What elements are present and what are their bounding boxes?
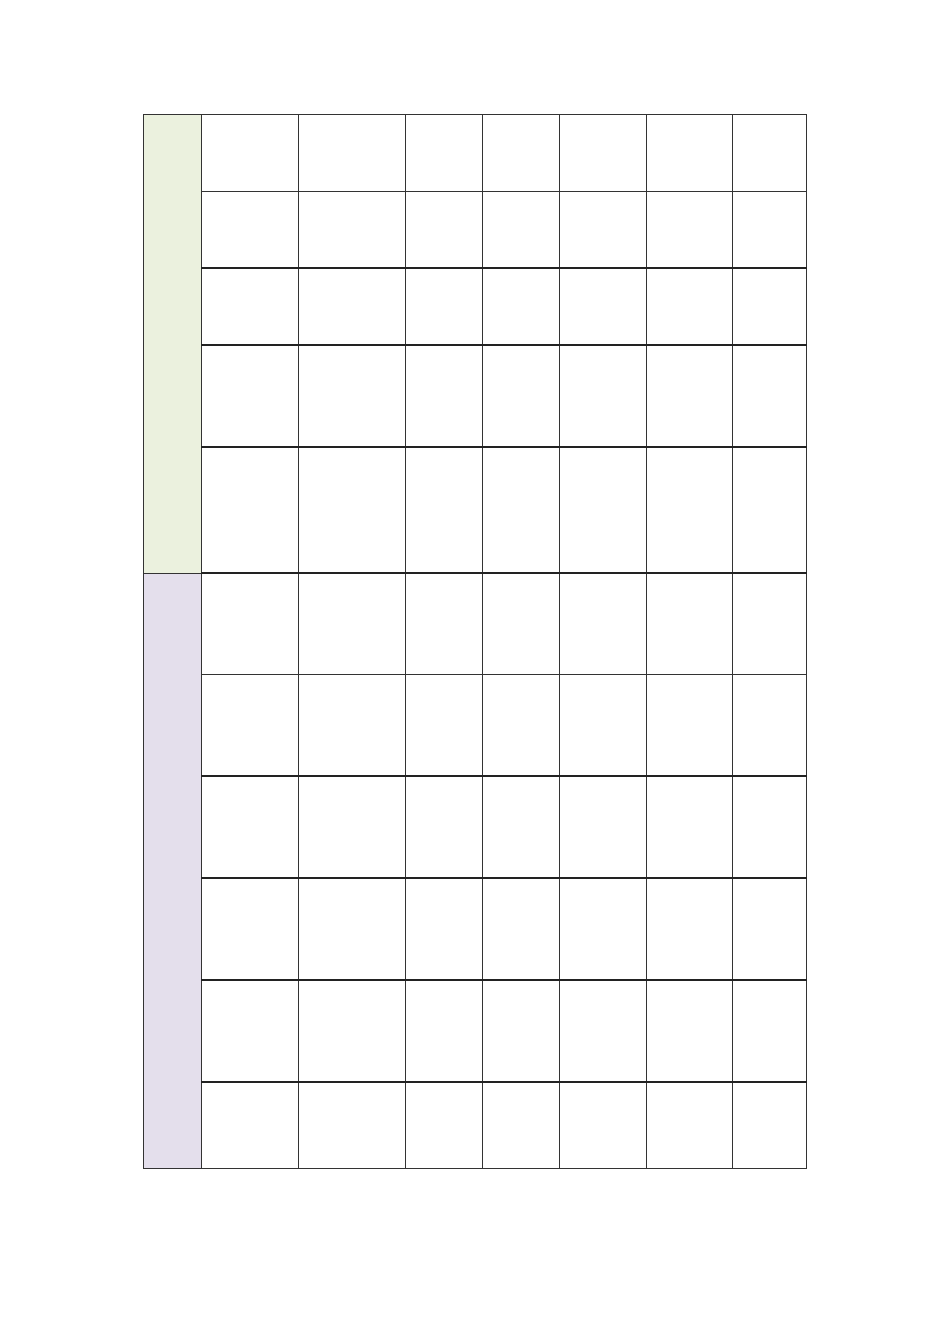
cell-l	[733, 268, 807, 345]
station-group-cell	[144, 115, 202, 574]
cell-b	[483, 115, 560, 192]
cell-l	[733, 447, 807, 573]
table-row	[144, 776, 807, 878]
table-row	[144, 675, 807, 777]
cell-l	[733, 573, 807, 675]
cell-l	[733, 115, 807, 192]
cell-c	[560, 447, 647, 573]
cell-n	[647, 573, 733, 675]
cell-l	[733, 1082, 807, 1168]
cell-b	[483, 268, 560, 345]
cell-n	[647, 980, 733, 1082]
cell-l	[733, 776, 807, 878]
ct-winding-table	[143, 114, 807, 1169]
cell-c	[560, 192, 647, 269]
cell-l	[733, 192, 807, 269]
table-row	[144, 878, 807, 980]
cell-name	[202, 447, 299, 573]
cell-name	[202, 878, 299, 980]
cell-wind	[299, 345, 406, 447]
cell-n	[647, 268, 733, 345]
cell-n	[647, 192, 733, 269]
cell-a	[406, 675, 483, 777]
cell-n	[647, 345, 733, 447]
cell-n	[647, 675, 733, 777]
cell-a	[406, 573, 483, 675]
cell-a	[406, 192, 483, 269]
table-row	[144, 192, 807, 269]
cell-c	[560, 345, 647, 447]
cell-a	[406, 345, 483, 447]
cell-name	[202, 675, 299, 777]
cell-b	[483, 573, 560, 675]
table-row	[144, 115, 807, 192]
cell-n	[647, 447, 733, 573]
cell-wind	[299, 776, 406, 878]
cell-l	[733, 980, 807, 1082]
cell-n	[647, 776, 733, 878]
cell-a	[406, 1082, 483, 1168]
cell-c	[560, 268, 647, 345]
cell-a	[406, 776, 483, 878]
cell-name	[202, 980, 299, 1082]
cell-c	[560, 115, 647, 192]
cell-a	[406, 878, 483, 980]
cell-a	[406, 115, 483, 192]
table-row	[144, 268, 807, 345]
cell-wind	[299, 675, 406, 777]
cell-name	[202, 192, 299, 269]
cell-name	[202, 776, 299, 878]
cell-name	[202, 115, 299, 192]
cell-name	[202, 268, 299, 345]
cell-wind	[299, 980, 406, 1082]
cell-b	[483, 345, 560, 447]
cell-l	[733, 345, 807, 447]
cell-a	[406, 447, 483, 573]
cell-c	[560, 878, 647, 980]
cell-c	[560, 1082, 647, 1168]
cell-b	[483, 447, 560, 573]
cell-b	[483, 878, 560, 980]
cell-name	[202, 345, 299, 447]
cell-wind	[299, 268, 406, 345]
cell-n	[647, 115, 733, 192]
cell-c	[560, 776, 647, 878]
table-row	[144, 573, 807, 675]
cell-wind	[299, 447, 406, 573]
cell-b	[483, 776, 560, 878]
table-row	[144, 980, 807, 1082]
cell-wind	[299, 192, 406, 269]
table-body	[144, 115, 807, 1169]
table-row	[144, 345, 807, 447]
table-row	[144, 1082, 807, 1168]
cell-b	[483, 980, 560, 1082]
cell-name	[202, 573, 299, 675]
cell-n	[647, 878, 733, 980]
cell-wind	[299, 1082, 406, 1168]
cell-b	[483, 1082, 560, 1168]
cell-l	[733, 878, 807, 980]
cell-a	[406, 980, 483, 1082]
cell-a	[406, 268, 483, 345]
cell-c	[560, 980, 647, 1082]
cell-wind	[299, 878, 406, 980]
cell-wind	[299, 573, 406, 675]
table-row	[144, 447, 807, 573]
cell-c	[560, 675, 647, 777]
station-group-cell	[144, 573, 202, 1168]
cell-c	[560, 573, 647, 675]
cell-wind	[299, 115, 406, 192]
cell-l	[733, 675, 807, 777]
cell-name	[202, 1082, 299, 1168]
cell-n	[647, 1082, 733, 1168]
cell-b	[483, 192, 560, 269]
cell-b	[483, 675, 560, 777]
